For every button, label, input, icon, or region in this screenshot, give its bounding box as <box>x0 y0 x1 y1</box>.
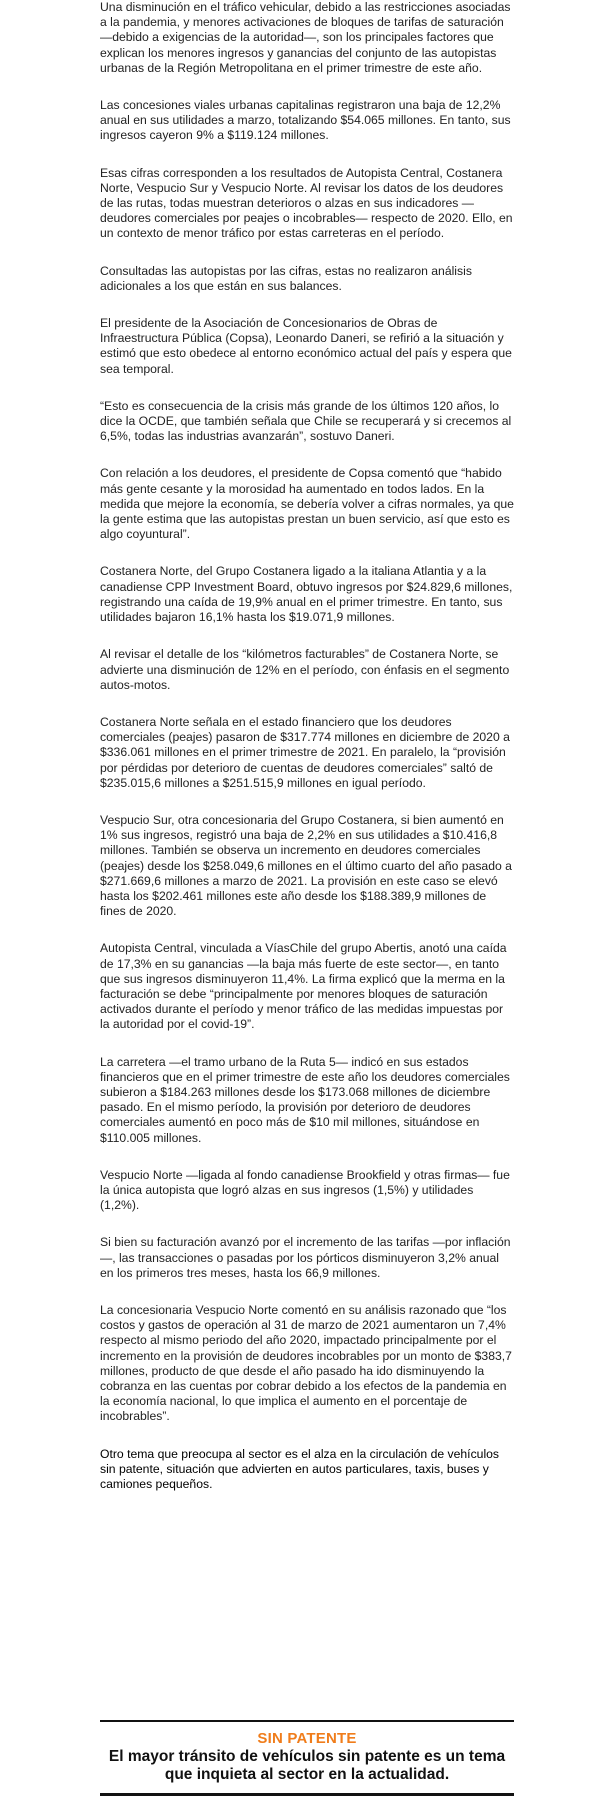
article-paragraph: Con relación a los deudores, el presidente de Copsa comentó que “habido más gente cesante y la morosidad ha aumentado en todos lados. En la medida que mejore la economía, se debería volver a cifras normales, ya que la gente estima que las autopistas prestan un buen servicio, así que esto es algo coyuntural”. <box>100 466 514 542</box>
article-paragraph: “Esto es consecuencia de la crisis más grande de los últimos 120 años, lo dice la OCDE, que también señala que Chile se recuperará y si crecemos al 6,5%, todas las industrias avanzarán”, sostuvo Daneri. <box>100 398 512 444</box>
article-body <box>100 0 514 1516</box>
article-paragraph: Vespucio Sur, otra concesionaria del Grupo Costanera, si bien aumentó en 1% sus ingresos, registró una baja de 2,2% en sus utilidades a $10.416,8 millones. También se observa un incremento en deudores comerciales (peajes) desde los $258.049,6 millones en el último cuarto del año pasado a $271.669,6 millones a marzo de 2021. La provisión en este caso se elevó hasta los $202.461 millones este año desde los $188.389,9 millones de fines de 2020. <box>100 812 512 919</box>
article-paragraph: El presidente de la Asociación de Concesionarios de Obras de Infraestructura Pública (Copsa), Leonardo Daneri, se refirió a la situación y estimó que esto obedece al entorno económico actual del país y espera que sea temporal. <box>100 316 512 376</box>
article-paragraph: La concesionaria Vespucio Norte comentó en su análisis razonado que “los costos y gastos de operación al 31 de marzo de 2021 aumentaron un 7,4% respecto al mismo periodo del año 2020, impactado principalmente por el incremento en la provisión de deudores incobrables por un monto de $383,7 millones, producto de que desde el año pasado ha ido disminuyendo la cobranza en las cuentas por cobrar debido a los efectos de la pandemia en la economía nacional, lo que implica el aumento en el porcentaje de incobrables”. <box>100 1303 512 1424</box>
article-paragraph: Costanera Norte, del Grupo Costanera ligado a la italiana Atlantia y a la canadiense CPP Investment Board, obtuvo ingresos por $24.829,6 millones, registrando una caída de 19,9% anual en el primer trimestre. En tanto, sus utilidades bajaron 16,1% hasta los $19.071,9 millones. <box>100 564 513 625</box>
sidebar-headline: El mayor tránsito de vehículos sin patente es un tema que inquieta al sector en la actualidad. <box>108 1748 506 1783</box>
article-paragraph: Las concesiones viales urbanas capitalinas registraron una baja de 12,2% anual en sus utilidades a marzo, totalizando $54.065 millones. En tanto, sus ingresos cayeron 9% a $119.124 millones. <box>100 98 511 143</box>
sidebar-box <box>100 1720 514 1796</box>
article-paragraph: Esas cifras corresponden a los resultados de Autopista Central, Costanera Norte, Vespucio Sur y Vespucio Norte. Al revisar los datos de los deudores de las rutas, todas muestran deterioros o alzas en sus indicadores —deudores comerciales por peajes o incobrables— respecto de 2020. Ello, en un contexto de menor tráfico por estas carreteras en el período. <box>100 165 513 241</box>
article-paragraph: Costanera Norte señala en el estado financiero que los deudores comerciales (peajes) pasaron de $317.774 millones en diciembre de 2020 a $336.061 millones en el primer trimestre de 2021. En paralelo, la “provisión por pérdidas por deterioro de cuentas de deudores comerciales” saltó de $235.015,6 millones a $251.515,9 millones en igual período. <box>100 714 510 790</box>
sidebar-kicker: SIN PATENTE <box>257 1730 357 1747</box>
article-paragraph: Autopista Central, vinculada a VíasChile del grupo Abertis, anotó una caída de 17,3% en su ganancias —la baja más fuerte de este sector—, en tanto que sus ingresos disminuyeron 11,4%. La firma explicó que la merma en la facturación se debe “principalmente por menores bloques de saturación activados durante el período y menor tráfico de las medidas impuestas por la autoridad por el covid-19”. <box>100 941 507 1032</box>
article-paragraph: Al revisar el detalle de los “kilómetros facturables” de Costanera Norte, se advierte una disminución de 12% en el período, con énfasis en el segmento autos-motos. <box>100 647 510 692</box>
article-paragraph: Otro tema que preocupa al sector es el alza en la circulación de vehículos sin patente, situación que advierten en autos particulares, taxis, buses y camiones pequeños. <box>100 1446 500 1492</box>
article-paragraph: Vespucio Norte —ligada al fondo canadiense Brookfield y otras firmas— fue la única autopista que logró alzas en sus ingresos (1,5%) y utilidades (1,2%). <box>100 1167 510 1213</box>
article-paragraph: La carretera —el tramo urbano de la Ruta 5— indicó en sus estados financieros que en el primer trimestre de este año los deudores comerciales subieron a $184.263 millones desde los $173.068 millones de diciembre pasado. En el mismo período, la provisión por deterioro de deudores comerciales aumentó en poco más de $10 mil millones, situándose en $110.005 millones. <box>100 1054 510 1145</box>
article-paragraph: Consultadas las autopistas por las cifras, estas no realizaron análisis adicionales a los que están en sus balances. <box>100 263 472 293</box>
article-paragraph: Una disminución en el tráfico vehicular, debido a las restricciones asociadas a la pandemia, y menores activaciones de bloques de tarifas de saturación —debido a exigencias de la autoridad—, son los principales factores que explican los menores ingresos y ganancias del conjunto de las autopistas urbanas de la Región Metropolitana en el primer trimestre de este año. <box>100 0 511 75</box>
article-paragraph: Si bien su facturación avanzó por el incremento de las tarifas —por inflación—, las transacciones o pasadas por los pórticos disminuyeron 3,2% anual en los primeros tres meses, hasta los 66,9 millones. <box>100 1235 511 1280</box>
